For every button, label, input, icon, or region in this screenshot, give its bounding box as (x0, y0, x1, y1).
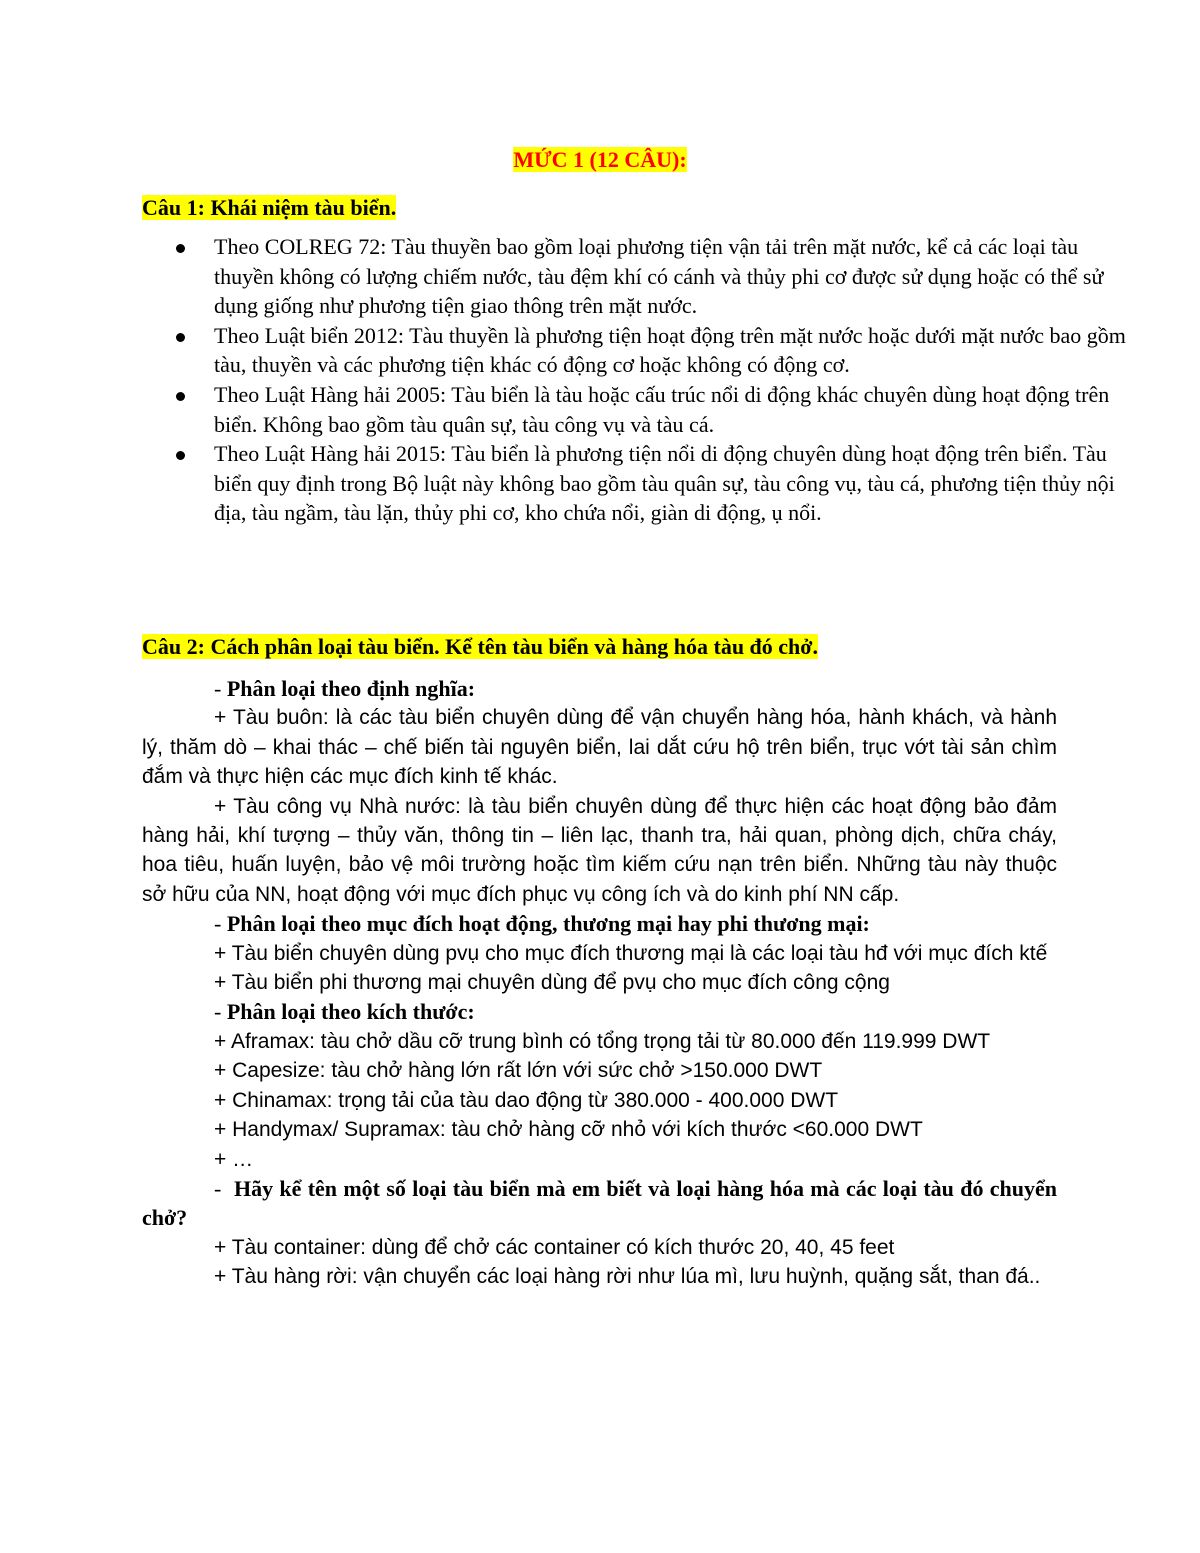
paragraph-handymax: + Handymax/ Supramax: tàu chở hàng cỡ nhỏ với kích thước <60.000 DWT (214, 1118, 923, 1142)
question-1-bullet-list (142, 232, 1134, 528)
paragraph-container-ship: + Tàu container: dùng để chở các container có kích thước 20, 40, 45 feet (214, 1235, 895, 1259)
bullet-item: Theo Luật Hàng hải 2005: Tàu biển là tàu hoặc cấu trúc nổi di động khác chuyên dùng hoạt động trên biển. Không bao gồm tàu quân sự, tàu công vụ và tàu cá. (214, 380, 1134, 439)
paragraph-commercial: + Tàu biển chuyên dùng pvụ cho mục đích thương mại là các loại tàu hđ với mục đích ktế (214, 941, 1048, 965)
question-2-body (142, 674, 1057, 1292)
paragraph-merchant-ship: + Tàu buôn: là các tàu biển chuyên dùng để vận chuyển hàng hóa, hành khách, và hành lý, thăm dò – khai thác – chế biến tài nguyên biển, lai dắt cứu hộ trên biển, trục vớt tài sản chìm đắm và thực hiện các mục đích kinh tế khác. (142, 706, 1057, 789)
subheading-size: - Phân loại theo kích thước: (214, 999, 475, 1025)
paragraph-aframax: + Aframax: tàu chở dầu cỡ trung bình có tổng trọng tải từ 80.000 đến 119.999 DWT (214, 1029, 991, 1053)
page-title-text: MỨC 1 (12 CÂU): (513, 147, 687, 172)
bullet-item: Theo COLREG 72: Tàu thuyền bao gồm loại phương tiện vận tải trên mặt nước, kể cả các loại tàu thuyền không có lượng chiếm nước, tàu đệm khí có cánh và thủy phi cơ được sử dụng hoặc có thể sử dụng giống như phương tiện giao thông trên mặt nước. (214, 232, 1134, 321)
paragraph-state-ship: + Tàu công vụ Nhà nước: là tàu biển chuyên dùng để thực hiện các hoạt động bảo đảm hàng hải, khí tượng – thủy văn, thông tin – liên lạc, thanh tra, hải quan, phòng dịch, chữa cháy, hoa tiêu, huấn luyện, bảo vệ môi trường hoặc tìm kiếm cứu nạn trên biển. Những tàu này thuộc sở hữu của NN, hoạt động với mục đích phục vụ công ích và do kinh phí NN cấp. (142, 794, 1057, 906)
subheading-list: - Hãy kể tên một số loại tàu biển mà em biết và loại hàng hóa mà các loại tàu đó chuyển chở? (142, 1175, 1058, 1231)
question-1-heading (142, 190, 396, 226)
page-title (0, 142, 1200, 178)
paragraph-etc: + … (214, 1147, 254, 1171)
paragraph-capesize: + Capesize: tàu chở hàng lớn rất lớn với sức chở >150.000 DWT (214, 1059, 823, 1083)
paragraph-noncommercial: + Tàu biển phi thương mại chuyên dùng để pvụ cho mục đích công cộng (214, 971, 890, 995)
subheading-purpose: - Phân loại theo mục đích hoạt động, thương mại hay phi thương mại: (214, 911, 870, 937)
paragraph-bulk-ship: + Tàu hàng rời: vận chuyển các loại hàng rời như lúa mì, lưu huỳnh, quặng sắt, than đá.. (214, 1265, 1041, 1289)
subheading-definition: - Phân loại theo định nghĩa: (214, 676, 476, 701)
paragraph-chinamax: + Chinamax: trọng tải của tàu dao động từ 380.000 - 400.000 DWT (214, 1088, 839, 1112)
question-1-heading-text: Câu 1: Khái niệm tàu biển. (142, 195, 397, 220)
bullet-item: Theo Luật Hàng hải 2015: Tàu biển là phương tiện nổi di động chuyên dùng hoạt động trên biển. Tàu biển quy định trong Bộ luật này không bao gồm tàu quân sự, tàu công vụ, tàu cá, phương tiện thủy nội địa, tàu ngầm, tàu lặn, thủy phi cơ, kho chứa nổi, giàn di động, ụ nổi. (214, 439, 1134, 528)
question-2-heading-text: Câu 2: Cách phân loại tàu biển. Kể tên tàu biển và hàng hóa tàu đó chở. (142, 634, 818, 659)
question-2-heading (142, 629, 818, 665)
bullet-item: Theo Luật biển 2012: Tàu thuyền là phương tiện hoạt động trên mặt nước hoặc dưới mặt nước bao gồm tàu, thuyền và các phương tiện khác có động cơ hoặc không có động cơ. (214, 321, 1134, 380)
